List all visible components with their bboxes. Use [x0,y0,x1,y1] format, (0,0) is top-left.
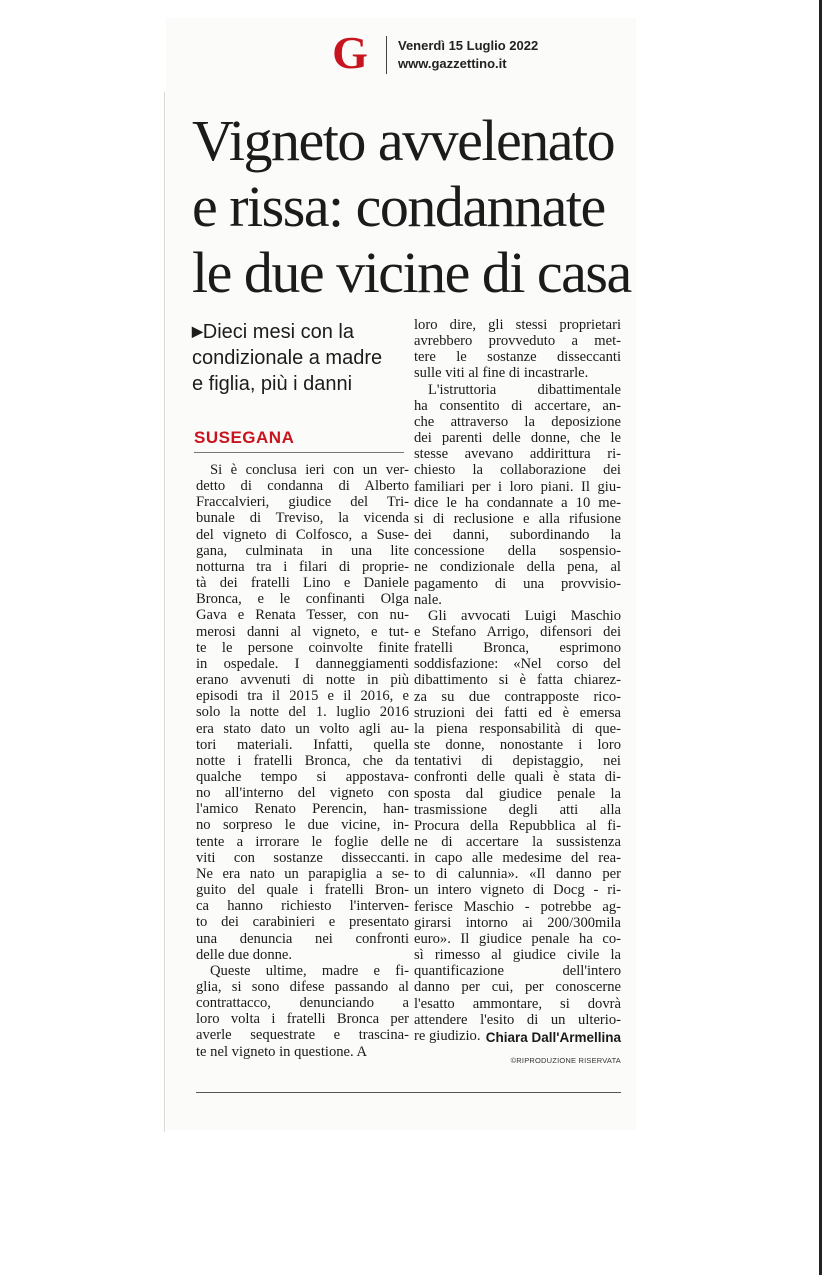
article-line: l'esatto ammontare, si dovrà [414,995,621,1012]
article-line: del vigneto di Colfosco, a Suse- [196,526,409,543]
article-line: contrattacco, denunciando a [196,995,409,1012]
article-line: averle sequestrate e trascina- [196,1027,409,1044]
article-line: tente a irrorare le foglie delle [196,833,409,850]
article-line: te le persone coinvolte finite [196,639,409,656]
article-line: pagamento di una provvisio- [414,575,621,592]
article-line: te nel vigneto in questione. A [196,1043,368,1060]
article-line: sposta dal giudice penale la [414,785,621,802]
article-line: struzioni dei fatti ed è emersa [414,704,621,721]
article-line: Gli avvocati Luigi Maschio [428,607,621,624]
headline-line: Vigneto avvelenato [192,108,615,173]
article-line: loro dire, gli stessi proprietari [414,317,621,333]
article-line: to dei carabinieri e presentato [196,914,409,931]
article-line: Queste ultime, madre e fi- [210,962,409,979]
article-line: solo la notte del 1. luglio 2016 [196,704,409,721]
subhead-line: condizionale a madre [192,347,383,369]
article-line: Procura della Repubblica al fi- [414,817,621,834]
article-line: notte i fratelli Bronca, che da [196,752,409,769]
article-line: euro». Il giudice penale ha co- [414,930,621,947]
article-line: gana, culminata in una lite [196,542,409,559]
article-line: si di reclusione e alla rifusione [414,510,621,527]
headline-line: e rissa: condannate [192,174,605,239]
copyright-notice: ©RIPRODUZIONE RISERVATA [510,1056,621,1065]
article-line: sì rimesso al giudice civile la [414,947,621,964]
article-line: fratelli Bronca, esprimono [414,640,621,657]
article-line: merosi danni al vigneto, e tut- [196,623,409,640]
article-line: ste donne, nonostante i loro [414,737,621,754]
article-line: dibattimento si è fatta chiarez- [414,672,621,689]
article-line: ha consentito di accertare, an- [414,397,621,414]
article-line: ne condizionale della pena, al [414,559,621,576]
article-line: to di calunnia». «Il danno per [414,866,621,883]
section-rule [194,452,404,453]
article-line: bunale di Treviso, la vicenda [196,510,409,527]
article-line: tere le sostanze disseccanti [414,349,621,366]
publication-date: Venerdì 15 Luglio 2022 [398,38,539,53]
article-line: notturna tra i filari di proprie- [196,558,409,575]
publication-url: www.gazzettino.it [398,56,507,71]
article-line: guito del quale i fratelli Bron- [196,882,409,899]
article-line: no all'interno del vigneto con [196,785,409,802]
article-line: confronti delle quali è stata di- [414,769,621,786]
article-line: tà dei fratelli Lino e Daniele [196,575,409,592]
article-line: qualche tempo si appostava- [196,768,409,785]
article-line: loro volta i fratelli Bronca per [196,1011,409,1028]
article-line: dei parenti delle donne, che le [414,430,621,447]
article-line: no sorpreso le due vicine, in- [196,817,409,834]
article-line: dei danni, subordinando la [414,527,621,544]
article-line: concessione della sospensio- [414,543,621,560]
article-line: trasmissione degli atti alla [414,801,621,818]
article-line: Fraccalvieri, giudice del Tri- [196,494,409,511]
article-line: quantificazione dell'intero [414,963,621,980]
article-line: familiari per i loro piani. Il giu- [414,478,621,495]
article-line: danno per cui, per conoscerne [414,979,621,996]
article-line: che attraverso la deposizione [414,413,621,430]
article-line: chiesto la collaborazione dei [414,462,621,479]
article-line: za su due contrapposte rico- [414,688,621,705]
article-line: erano avvenuti di notte in più [196,672,409,689]
headline-line: le due vicine di casa [192,240,631,305]
article-column-right [414,317,621,1044]
headline [192,108,632,306]
article-line: attendere l'esito di un ulterio- [414,1011,621,1028]
article-line: in ospedale. I danneggiamenti [196,655,409,672]
article-line: e Stefano Arrigo, difensori dei [414,623,621,640]
article-line: Gava e Renata Tesser, con nu- [196,607,409,624]
article-line: ca hanno richiesto l'interven- [196,898,409,915]
article-line: Si è conclusa ieri con un ver- [210,462,409,478]
article-line: sulle viti al fine di incastrarle. [414,365,589,382]
subhead-line: e figlia, più i danni [192,373,353,395]
article-line: una denuncia nei confronti [196,930,409,947]
scan-edge-left [164,92,165,1132]
article-line: avrebbero provveduto a met- [414,333,621,350]
article-line: in capo alle medesime del rea- [414,850,621,867]
triangle-marker-icon: ▶ [192,323,203,339]
article-line: viti con sostanze disseccanti. [196,849,409,866]
article-line: L'istruttoria dibattimentale [428,381,621,398]
article-line: episodi tra il 2015 e il 2016, e [196,688,409,705]
article-line: tori materiali. Infatti, quella [196,736,409,753]
article-line: re giudizio. [414,1027,481,1044]
article-line: detto di condanna di Alberto [196,478,409,495]
article-line: la piena responsabilità di que- [414,720,621,737]
column-bottom-rule [196,1092,621,1093]
article-line: un intero vigneto di Docg - ri- [414,882,621,899]
scan-edge-right [819,0,822,1275]
article-column-left [196,462,409,1060]
article-line: soddisfazione: «Nel corso del [414,656,621,673]
masthead-divider [386,36,387,74]
article-line: tentativi di depistaggio, nei [414,753,621,770]
article-line: nale. [414,591,442,608]
article-line: ne di accertare la sussistenza [414,834,621,850]
subhead-text: Dieci mesi con la [202,321,354,343]
article-line: era stato dato un volto agli au- [196,720,409,737]
article-line: stesse avevano addirittura ri- [414,446,621,463]
subheadline [192,318,402,397]
article-line: glia, si sono difese passando al [196,979,409,995]
article-line: Bronca, e le confinanti Olga [196,591,409,608]
article-line: ferisce Maschio - potrebbe ag- [414,898,621,915]
subhead-line [192,318,402,345]
article-line: dice le ha condannate a 10 me- [414,494,621,511]
section-tag: SUSEGANA [194,428,295,447]
article-line: l'amico Renato Perencin, han- [196,801,409,818]
gazzettino-logo: G [332,27,368,78]
article-line: delle due donne. [196,946,293,963]
article-line: girarsi intorno ai 200/300mila [414,914,621,931]
article-line: Ne era nato un parapiglia a se- [196,865,409,882]
author-byline: Chiara Dall'Armellina [485,1030,621,1045]
